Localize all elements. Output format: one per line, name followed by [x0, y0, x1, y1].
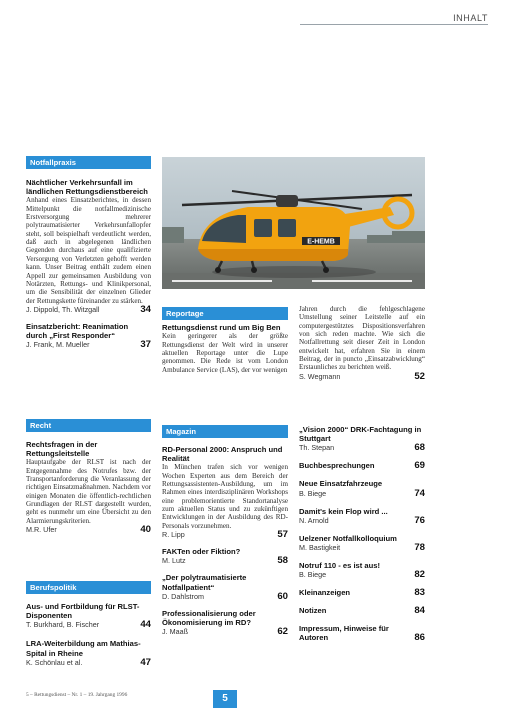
- entry-title: Aus- und Fortbildung für RLST-Disponenten: [26, 602, 140, 621]
- entry-title-row: [299, 624, 425, 642]
- reportage-right-column: [299, 305, 425, 382]
- entry-title: FAKTen oder Fiktion?: [162, 547, 241, 557]
- toc-entry-lra-weiterbildung[interactable]: [26, 639, 151, 667]
- entry-authors-row: [26, 658, 151, 668]
- helicopter-illustration: [162, 157, 425, 289]
- entry-title: RD-Personal 2000: Anspruch und Realität: [162, 445, 283, 464]
- entry-authors-row: [26, 340, 151, 350]
- entry-authors: M.R. Ufer: [26, 525, 57, 535]
- entry-page-number: 40: [140, 524, 151, 536]
- entry-title-row: [299, 461, 425, 471]
- toc-entry-vision-2000[interactable]: [299, 425, 425, 453]
- entry-authors: S. Wegmann: [299, 371, 341, 381]
- helicopter-registration: E-HEMB: [307, 238, 335, 246]
- entry-abstract: Hauptaufgabe der RLST ist nach der Entgegennahme des Notrufes bzw. der Transportanforderung die Veranlassung der richtigen Einsatzmaßnahmen. Nachdem vor einigen Monaten die öffentlich-rechtlichen Grundlagen der RLST dargestellt wurden, geht es nunmehr um eine Übersicht zu den Alarmierungskriterien.: [26, 458, 151, 525]
- entry-authors: T. Burkhard, B. Fischer: [26, 620, 100, 630]
- toc-entry-notfallkolloquium[interactable]: [299, 534, 425, 553]
- misc-toc-column: [299, 425, 425, 650]
- entry-authors: K. Schönlau et al.: [26, 657, 83, 667]
- entry-title: Einsatzbericht: Reanimation durch „First Responder“: [26, 321, 129, 341]
- toc-entry-fakten[interactable]: [162, 547, 288, 566]
- section-notfallpraxis-heading: Notfallpraxis: [26, 156, 151, 169]
- header-rule: [300, 24, 488, 25]
- toc-entry-einsatzfahrzeuge[interactable]: [299, 479, 425, 498]
- entry-page-number: 47: [140, 656, 151, 668]
- entry-authors-row: [162, 556, 288, 566]
- berufspolitik-column: [26, 602, 151, 675]
- entry-title: Notruf 110 - es ist aus!: [299, 561, 381, 571]
- toc-entry-rd-personal[interactable]: [162, 445, 288, 540]
- entry-page-number: 83: [414, 587, 425, 599]
- toc-entry-rlst-disponenten[interactable]: [26, 602, 151, 630]
- entry-title: Notizen: [299, 606, 327, 616]
- toc-entry-impressum[interactable]: [299, 624, 425, 642]
- reportage-title[interactable]: Rettungsdienst rund um Big Ben: [162, 323, 281, 332]
- entry-authors: Th. Stepan: [299, 443, 335, 453]
- entry-title: Neue Einsatzfahrzeuge: [299, 479, 383, 489]
- entry-title: Uelzener Notfallkolloquium: [299, 533, 397, 543]
- entry-title-row: [299, 606, 425, 616]
- entry-page-number: 76: [414, 514, 425, 526]
- reportage-abstract-part1: Kein geringerer als der größte Rettungsdienst der Welt wird in unserer aktuellen Reportage unter die Lupe genommen. Die Rede ist vom London Ambulance Service (LAS), der vor wenigen: [162, 332, 288, 374]
- entry-page-number: 37: [140, 339, 151, 351]
- entry-page-number: 82: [414, 569, 425, 581]
- entry-authors: N. Arnold: [299, 515, 329, 525]
- entry-authors-row: [299, 443, 425, 453]
- entry-page-number: 60: [277, 590, 288, 602]
- reportage-abstract-part2: Jahren durch die fehlgeschlagene Umstellung seiner Leitstelle auf ein computergestütztes Dispositionsverfahren von sich reden machte. Wie sich die Notfallrettung seit dieser Zeit in London entwickelt hat, erfahren Sie in einem Beitrag, der in puncto „Einsatzabwicklung“ Erstaunliches zu berichten weiß.: [299, 305, 425, 372]
- entry-title: Rechtsfragen in der Rettungsleitstelle: [26, 440, 98, 459]
- entry-authors: R. Lipp: [162, 530, 185, 540]
- entry-authors-row: [299, 489, 425, 499]
- entry-page-number: 57: [277, 529, 288, 541]
- entry-page-number: 44: [140, 619, 151, 631]
- toc-entry-professionalisierung[interactable]: [162, 609, 288, 637]
- entry-page-number: 34: [140, 303, 151, 315]
- entry-title: Buchbesprechungen: [299, 461, 375, 471]
- toc-entry-rechtsfragen[interactable]: [26, 440, 151, 535]
- entry-authors: D. Dahlstrom: [162, 591, 204, 601]
- entry-page-number: 84: [414, 605, 425, 617]
- entry-authors-row: [299, 516, 425, 526]
- entry-title: LRA-Weiterbildung am Mathias-Spital in Rheine: [26, 639, 141, 658]
- entry-authors: M. Lutz: [162, 556, 186, 566]
- page-number-box: 5: [213, 690, 237, 708]
- entry-title: Impressum, Hinweise für Autoren: [299, 624, 389, 643]
- magazin-column: [162, 445, 288, 644]
- toc-entry-notruf-110[interactable]: [299, 561, 425, 580]
- entry-title: „Der polytraumatisierte Notfallpatient“: [162, 573, 247, 592]
- recht-column: [26, 440, 151, 542]
- entry-authors-row: [162, 627, 288, 637]
- entry-authors: B. Biege: [299, 570, 327, 580]
- entry-title-row: [299, 588, 425, 598]
- entry-authors: M. Bastigkeit: [299, 543, 341, 553]
- entry-authors: J. Dippold, Th. Witzgall: [26, 304, 100, 314]
- toc-entry-flop[interactable]: [299, 507, 425, 526]
- entry-authors-row: [26, 305, 151, 315]
- entry-page-number: 52: [414, 370, 425, 382]
- toc-entry-reanimation[interactable]: [26, 322, 151, 350]
- section-recht-heading: Recht: [26, 419, 151, 432]
- header-label: INHALT: [453, 13, 488, 23]
- reportage-authors-row: [299, 372, 425, 382]
- toc-entry-kleinanzeigen[interactable]: [299, 588, 425, 598]
- entry-page-number: 78: [414, 542, 425, 554]
- entry-title: „Vision 2000“ DRK-Fachtagung in Stuttgart: [299, 425, 422, 444]
- entry-authors-row: [162, 530, 288, 540]
- entry-authors: B. Biege: [299, 488, 327, 498]
- toc-entry-buchbesprechungen[interactable]: [299, 461, 425, 471]
- section-reportage-heading: Reportage: [162, 307, 288, 320]
- entry-abstract: In München trafen sich vor wenigen Wochen Experten aus dem Bereich der Rettungsassistenten-Ausbildung, um im Rahmen eines interdisziplinären Workshops eine problemorientierte Standortanalyse zum aktuellen Status und zu zukünftigen Entwicklungen in der Ausbildung des RD-Personals vorzunehmen.: [162, 463, 288, 530]
- section-berufspolitik-heading: Berufspolitik: [26, 581, 151, 594]
- entry-abstract: Anhand eines Einsatzberichtes, in dessen Mittelpunkt die notfallmedizinische Erstversorgung mehrerer polytraumatisierter Verkehrsunfallopfer steht, soll beispielhaft verdeutlicht werden, daß auch in abgelegenen ländlichen Gegenden durchaus auf eine qualifizierte Versorgung von Verletzten gehofft werden kann. Unser Beitrag enthält zudem einen Appell zur gemeinsamen Ausbildung von Notärzten, Rettungs- und Klinikpersonal, um die Sensibilität der einzelnen Glieder der Rettungskette füreinander zu stärken.: [26, 196, 151, 305]
- footer-issue-note: 5 – Rettungsdienst – Nr. 1 – 19. Jahrgang 1996: [26, 692, 128, 698]
- entry-authors: J. Maaß: [162, 627, 188, 637]
- helicopter-photo: [162, 157, 425, 289]
- entry-page-number: 69: [414, 460, 425, 472]
- entry-authors-row: [26, 620, 151, 630]
- entry-page-number: 58: [277, 555, 288, 567]
- entry-page-number: 68: [414, 442, 425, 454]
- entry-page-number: 62: [277, 626, 288, 638]
- reportage-left-column: [162, 323, 288, 374]
- entry-authors-row: [26, 525, 151, 535]
- entry-title: Nächtlicher Verkehrsunfall im ländlichen Rettungsdienstbereich: [26, 178, 148, 197]
- toc-entry-notizen[interactable]: [299, 606, 425, 616]
- entry-title: Kleinanzeigen: [299, 588, 351, 598]
- entry-authors: J. Frank, M. Mueller: [26, 340, 90, 350]
- toc-entry-polytraumatisierte[interactable]: [162, 573, 288, 601]
- entry-authors-row: [162, 592, 288, 602]
- entry-page-number: 86: [414, 631, 425, 643]
- section-magazin-heading: Magazin: [162, 425, 288, 438]
- toc-entry-verkehrsunfall[interactable]: [26, 178, 151, 315]
- entry-authors-row: [299, 570, 425, 580]
- entry-authors-row: [299, 543, 425, 553]
- entry-title: Professionalisierung oder Ökonomisierung im RD?: [162, 608, 256, 627]
- entry-page-number: 74: [414, 487, 425, 499]
- notfallpraxis-column: [26, 178, 151, 357]
- entry-title: Damit's kein Flop wird ...: [299, 506, 388, 516]
